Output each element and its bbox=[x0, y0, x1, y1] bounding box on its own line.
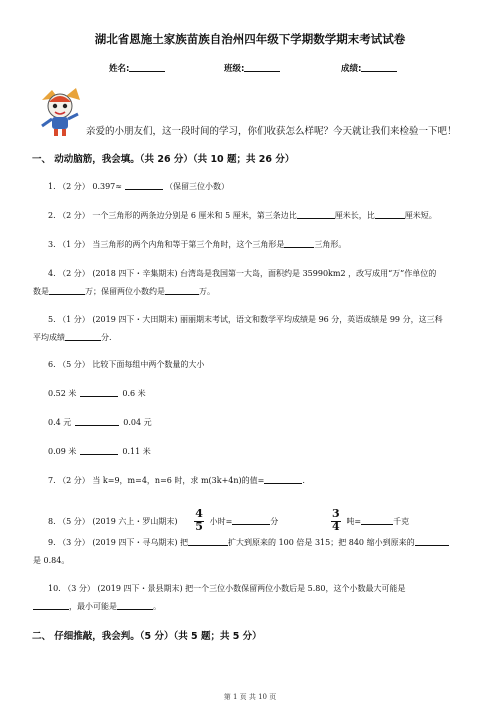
score-label: 成绩: bbox=[341, 64, 362, 74]
answer-blank[interactable] bbox=[232, 516, 270, 525]
question-9-cont: 是 0.84。 bbox=[33, 556, 70, 565]
answer-blank[interactable] bbox=[415, 537, 449, 546]
question-6: 6. （5 分） 比较下面每组中两个数量的大小 bbox=[48, 360, 205, 369]
question-10-cont: ，最小可能是 。 bbox=[33, 601, 161, 612]
answer-blank[interactable] bbox=[361, 516, 393, 525]
question-1: 1. （2 分） 0.397≈ （保留三位小数） bbox=[48, 182, 230, 191]
question-2: 2. （2 分） 一个三角形的两条边分别是 6 厘米和 5 厘米，第三条边比 厘米长，比 厘米短。 bbox=[48, 211, 437, 220]
question-6-row-1: 0.52 米 0.6 米 bbox=[48, 389, 146, 398]
question-3: 3. （1 分） 当三角形的两个内角和等于第三个角时，这个三角形是 三角形。 bbox=[48, 240, 347, 249]
question-4-cont: 数是 万；保留两位小数约是 万。 bbox=[33, 287, 215, 296]
question-5-cont: 平均成绩 分. bbox=[33, 333, 112, 342]
name-blank[interactable] bbox=[129, 62, 165, 72]
page-title: 湖北省恩施土家族苗族自治州四年级下学期数学期末考试试卷 bbox=[94, 32, 406, 46]
class-blank[interactable] bbox=[244, 62, 280, 72]
question-8: 8. （5 分） (2019 六上・罗山期末) $\frac{4}{5}$ 小时= 分 $\frac{3}{4}$ 吨= 千克 bbox=[48, 507, 410, 533]
answer-blank[interactable] bbox=[117, 601, 153, 610]
class-field bbox=[224, 62, 280, 74]
mascot-icon bbox=[36, 86, 84, 138]
score-blank[interactable] bbox=[361, 62, 397, 72]
question-6-row-2: 0.4 元 0.04 元 bbox=[48, 418, 152, 427]
answer-blank[interactable] bbox=[49, 286, 85, 295]
answer-blank[interactable] bbox=[375, 210, 405, 219]
fraction: $\frac{3}{4}$ bbox=[332, 507, 340, 533]
answer-blank[interactable] bbox=[297, 210, 335, 219]
answer-blank[interactable] bbox=[80, 446, 118, 455]
answer-blank[interactable] bbox=[188, 537, 228, 546]
answer-blank[interactable] bbox=[80, 388, 118, 397]
question-4: 4. （2 分） (2018 四下・辛集期末) 台湾岛是我国第一大岛，面积约是 35990km2 ，改写成用“万”作单位的 bbox=[48, 269, 437, 278]
answer-blank[interactable] bbox=[165, 286, 199, 295]
question-9: 9. （3 分） (2019 四下・寻乌期末) 把 扩大到原来的 100 倍是 315；把 840 缩小到原来的 bbox=[48, 537, 449, 548]
page-footer: 第 1 页 共 10 页 bbox=[223, 693, 277, 701]
answer-blank[interactable] bbox=[75, 417, 119, 426]
class-label: 班级: bbox=[224, 64, 245, 74]
name-label: 姓名: bbox=[109, 64, 130, 74]
greeting: 亲爱的小朋友们，这一段时间的学习，你们收获怎么样呢？今天就让我们来检验一下吧！ bbox=[86, 126, 457, 137]
question-5: 5. （1 分） (2019 四下・大田期末) 丽丽期末考试，语文和数学平均成绩是 96 分，英语成绩是 99 分，这三科 bbox=[48, 315, 443, 324]
section-2-heading: 二、 仔细推敲，我会判。（5 分）（共 5 题；共 5 分） bbox=[32, 631, 262, 642]
question-10: 10. （3 分） (2019 四下・景县期末) 把一个三位小数保留两位小数后是 5.80，这个小数最大可能是 bbox=[48, 584, 406, 593]
answer-blank[interactable] bbox=[284, 239, 314, 248]
name-field bbox=[109, 62, 165, 74]
answer-blank[interactable] bbox=[264, 475, 302, 484]
question-6-row-3: 0.09 米 0.11 米 bbox=[48, 447, 151, 456]
score-field bbox=[341, 62, 397, 74]
question-7: 7. （2 分） 当 k=9，m=4，n=6 时，求 m(3k+4n)的值= . bbox=[48, 476, 305, 485]
answer-blank[interactable] bbox=[125, 181, 163, 190]
section-1-heading: 一、 动动脑筋，我会填。（共 26 分）（共 10 题；共 26 分） bbox=[32, 154, 295, 165]
fraction: $\frac{4}{5}$ bbox=[195, 507, 203, 533]
answer-blank[interactable] bbox=[65, 332, 101, 341]
answer-blank[interactable] bbox=[33, 601, 69, 610]
